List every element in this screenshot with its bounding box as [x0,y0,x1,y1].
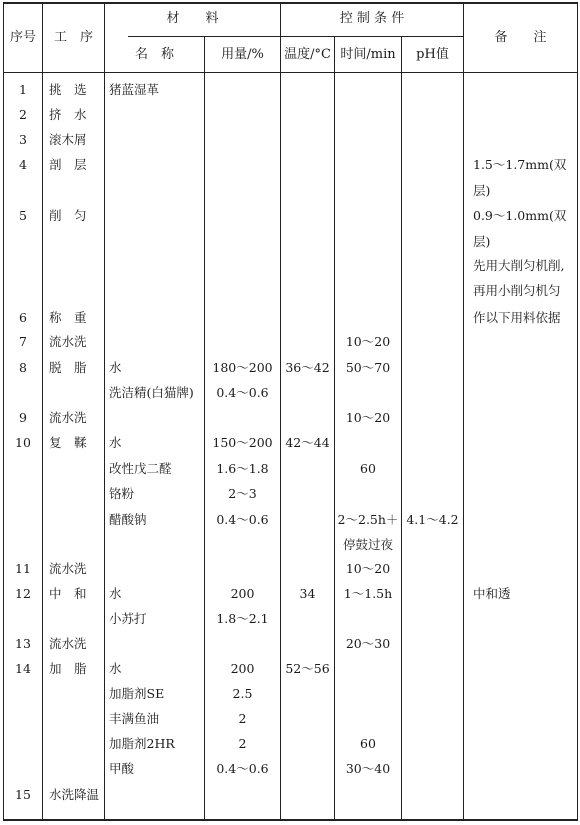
cell-step: 复 鞣 [49,435,87,450]
process-table [3,2,578,822]
cell-amount: 1.6～1.8 [216,461,269,476]
cell-name: 铬粉 [109,486,135,501]
cell-amount: 0.4～0.6 [216,385,269,400]
cell-no: 7 [19,334,27,349]
col-rule [42,2,43,821]
col-rule [280,2,281,821]
table-bottom-border [3,819,578,821]
header-amount: 用量/% [221,47,264,62]
cell-ph: 4.1～4.2 [406,512,459,527]
cell-name: 加脂剂SE [109,686,165,701]
cell-remark: 先用大削匀机削, [473,258,565,273]
cell-remark: 中和透 [473,586,511,601]
col-rule [577,2,578,821]
cell-remark: 层) [473,183,491,198]
cell-time: 1～1.5h [343,586,393,601]
cell-name: 猪蓝湿革 [109,82,160,97]
cell-temp: 52～56 [285,661,330,676]
cell-time: 30～40 [345,761,391,776]
header-seq: 序号 [9,30,36,45]
cell-no: 8 [19,360,27,375]
cell-no: 2 [19,107,27,122]
cell-time: 60 [360,461,376,476]
cell-amount: 2 [238,736,247,751]
cell-no: 1 [19,82,27,97]
table-top-border [3,2,578,4]
header-bottom-border [3,72,578,73]
cell-no: 15 [15,787,31,802]
cell-remark: 再用小削匀机匀 [473,283,561,298]
header-conditions: 控 制 条 件 [339,11,405,26]
cell-name: 改性戊二醛 [109,461,172,476]
cell-temp: 34 [299,586,316,601]
cell-name: 洗洁精(白猫牌) [109,385,194,400]
cell-step: 挤 水 [49,107,87,122]
cell-step: 流水洗 [49,636,87,651]
cell-name: 加脂剂2HR [109,736,175,751]
header-temp: 温度/°C [284,47,331,62]
cell-time: 2～2.5h＋ [337,512,399,527]
cell-amount: 180～200 [212,360,273,375]
cell-temp: 42～44 [285,435,330,450]
cell-step: 中 和 [49,586,87,601]
header-divider [128,36,463,37]
cell-time: 50～70 [345,360,391,375]
cell-amount: 2.5 [232,686,253,701]
cell-step: 脱 脂 [49,360,87,375]
cell-time: 60 [360,736,376,751]
cell-no: 9 [19,410,27,425]
cell-remark: 作以下用料依据 [473,310,561,325]
cell-step: 加 脂 [49,661,87,676]
cell-time: 10～20 [345,334,391,349]
cell-no: 12 [15,586,31,601]
cell-step: 削 匀 [49,208,87,223]
cell-step: 称 重 [49,310,87,325]
cell-amount: 1.8～2.1 [216,611,269,626]
cell-name: 甲酸 [109,761,135,776]
cell-name: 水 [109,360,122,375]
cell-name: 水 [109,435,122,450]
cell-name: 水 [109,661,122,676]
header-ph: pH值 [416,47,449,62]
cell-amount: 2～3 [228,486,257,501]
cell-no: 5 [19,208,27,223]
cell-amount: 200 [230,661,255,676]
header-time: 时间/min [340,47,396,62]
col-rule [204,37,205,821]
cell-no: 11 [15,561,31,576]
cell-amount: 200 [230,586,255,601]
cell-name: 丰满鱼油 [109,711,160,726]
cell-no: 14 [15,661,31,676]
cell-time: 停鼓过夜 [342,537,393,552]
cell-step: 流水洗 [49,410,87,425]
cell-step: 滚木屑 [49,132,87,147]
header-remarks: 备 注 [494,30,547,45]
cell-time: 20～30 [345,636,391,651]
cell-step: 流水洗 [49,334,87,349]
cell-name: 醋酸钠 [109,512,147,527]
cell-time: 10～20 [345,561,391,576]
cell-remark: 0.9～1.0mm(双 [473,208,567,223]
cell-step: 剖 层 [49,157,87,172]
cell-amount: 2 [238,711,247,726]
cell-temp: 36～42 [285,360,330,375]
cell-amount: 0.4～0.6 [216,761,269,776]
cell-step: 流水洗 [49,561,87,576]
cell-no: 3 [19,132,27,147]
cell-remark: 1.5～1.7mm(双 [473,157,567,172]
col-rule [104,2,105,821]
cell-no: 6 [19,310,27,325]
cell-time: 10～20 [345,410,391,425]
col-rule [401,37,402,821]
cell-amount: 0.4～0.6 [216,512,269,527]
cell-step: 挑 选 [49,82,87,97]
header-name: 名 称 [134,47,174,62]
cell-no: 10 [15,435,31,450]
col-rule [334,37,335,821]
cell-no: 4 [19,157,27,172]
cell-remark: 层) [473,234,491,249]
header-materials: 材 料 [166,11,219,26]
cell-step: 水洗降温 [49,787,100,802]
header-process: 工 序 [53,30,93,45]
cell-amount: 150～200 [212,435,273,450]
cell-name: 水 [109,586,122,601]
cell-name: 小苏打 [109,611,147,626]
cell-no: 13 [15,636,31,651]
col-rule [463,2,464,821]
